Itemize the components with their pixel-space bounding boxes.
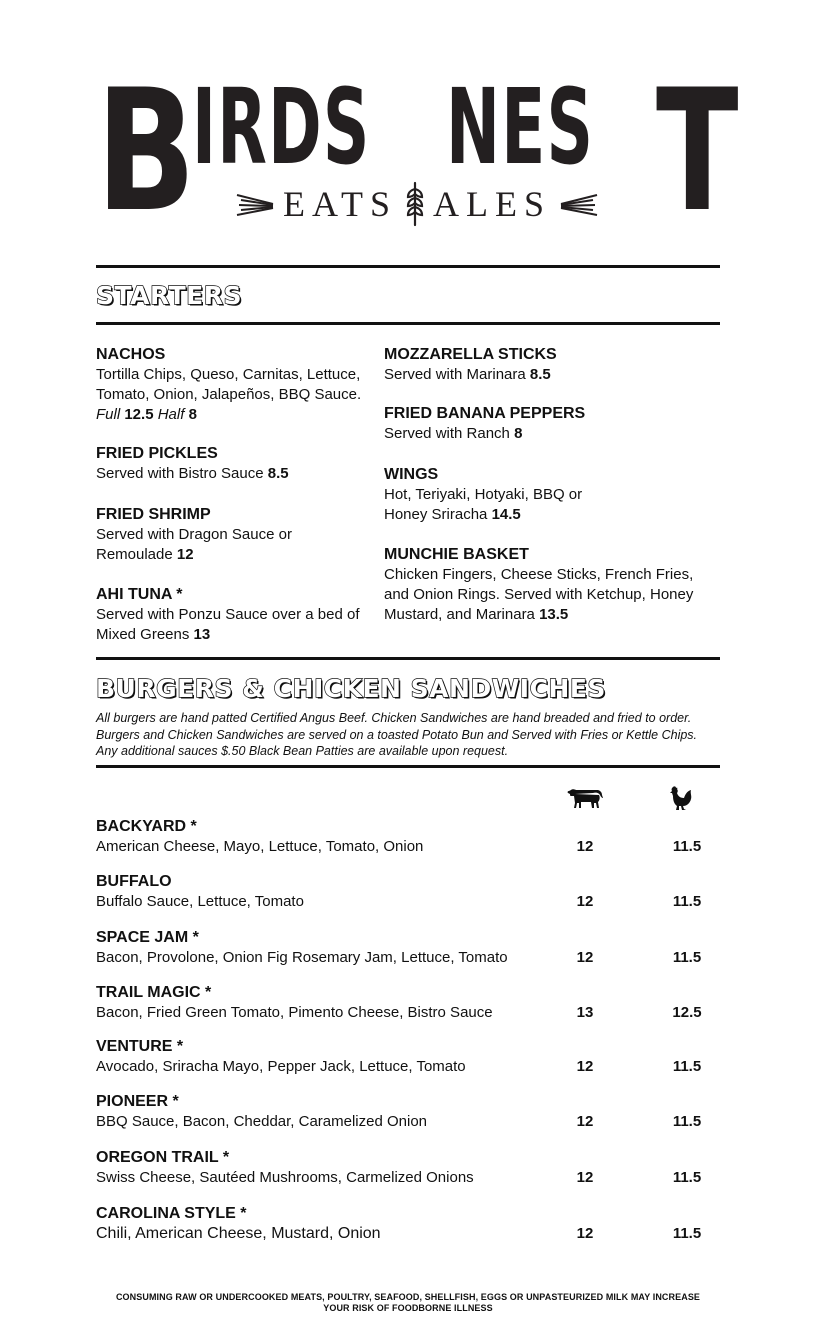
half-label: Half (157, 406, 185, 423)
logo-word-nest: NES (446, 66, 595, 188)
burger-name: OREGON TRAIL * (96, 1149, 230, 1166)
item-description: Hot, Teriyaki, Hotyaki, BBQ or Honey Sriracha 14.5 (384, 486, 583, 523)
logo (96, 53, 739, 249)
burgers-title: BURGERS & CHICKEN SANDWICHES (96, 674, 606, 703)
burger-description: Buffalo Sauce, Lettuce, Tomato (96, 893, 304, 910)
item-description: Served with Marinara 8.5 (384, 366, 551, 383)
right-wing-icon (557, 191, 601, 217)
item-name: FRIED BANANA PEPPERS (384, 405, 586, 422)
burger-row (96, 983, 720, 1023)
full-label: Full (96, 406, 121, 423)
chicken-price: 11.5 (672, 1113, 702, 1130)
menu-item (384, 404, 714, 444)
item-price: 12 (176, 546, 194, 563)
item-name: MOZZARELLA STICKS (384, 346, 557, 363)
logo-letter-b: B (96, 53, 196, 249)
item-description: Chicken Fingers, Cheese Sticks, French Fries, and Onion Rings. Served with Ketchup, Honey Mustard, and Marinara 13.5 (384, 566, 694, 623)
item-description: Served with Dragon Sauce or Remoulade 12 (96, 526, 292, 563)
menu-item (384, 345, 714, 385)
item-description: Tortilla Chips, Queso, Carnitas, Lettuce, Tomato, Onion, Jalapeños, BBQ Sauce. Full 12.5 Half 8 (96, 366, 362, 423)
item-description: Served with Bistro Sauce 8.5 (96, 465, 289, 482)
menu-item (384, 545, 720, 625)
logo-eats: EATS (282, 184, 397, 224)
burger-description: BBQ Sauce, Bacon, Cheddar, Caramelized Onion (96, 1113, 428, 1130)
divider-rule (96, 322, 720, 325)
logo-ales: ALES (433, 184, 551, 224)
burger-description: Chili, American Cheese, Mustard, Onion (96, 1225, 381, 1242)
logo-word-irds: IRDS (192, 66, 371, 188)
burgers-intro: All burgers are hand patted Certified Angus Beef. Chicken Sandwiches are hand breaded and fried to order. Burgers and Chicken Sandwiches are served on a toasted Potato Bun and Served with Fries or Kettle Chips. Any additional sauces $.50 Black Bean Patties are available upon request. (96, 711, 698, 758)
menu-item (384, 465, 616, 525)
burger-row (96, 1148, 720, 1188)
item-name: WINGS (384, 466, 439, 483)
burger-row (96, 1037, 720, 1077)
item-price: 13.5 (539, 606, 569, 623)
burger-description: American Cheese, Mayo, Lettuce, Tomato, Onion (96, 838, 424, 855)
burger-row (96, 1092, 720, 1132)
item-name: AHI TUNA * (96, 586, 183, 603)
item-description: Served with Ponzu Sauce over a bed of Mixed Greens 13 (96, 606, 360, 643)
cow-icon (566, 786, 604, 810)
burger-name: CAROLINA STYLE * (96, 1205, 247, 1222)
beef-price: 12 (576, 949, 594, 966)
item-price: 8.5 (529, 366, 551, 383)
item-price: 8 (188, 406, 197, 423)
item-name: FRIED PICKLES (96, 445, 218, 462)
burger-name: TRAIL MAGIC * (96, 984, 212, 1001)
item-name: MUNCHIE BASKET (384, 546, 529, 563)
item-price: 12.5 (124, 406, 154, 423)
chicken-price: 11.5 (672, 949, 702, 966)
item-price: 13 (193, 626, 211, 643)
menu-item (96, 345, 371, 425)
burger-description: Swiss Cheese, Sautéed Mushrooms, Carmelized Onions (96, 1169, 474, 1186)
chicken-price: 11.5 (672, 893, 702, 910)
chicken-price: 11.5 (672, 1225, 702, 1242)
beef-price: 12 (576, 1169, 594, 1186)
logo-letter-t: T (656, 53, 739, 249)
burger-name: PIONEER * (96, 1093, 179, 1110)
beef-price: 12 (576, 1225, 594, 1242)
divider-rule (96, 657, 720, 660)
item-price: 8 (514, 425, 523, 442)
item-name: NACHOS (96, 346, 166, 363)
wheat-icon (403, 181, 427, 227)
burger-description: Bacon, Provolone, Onion Fig Rosemary Jam, Lettuce, Tomato (96, 949, 508, 966)
item-description: Served with Ranch 8 (384, 425, 523, 442)
beef-price: 12 (576, 893, 594, 910)
burger-description: Bacon, Fried Green Tomato, Pimento Cheese, Bistro Sauce (96, 1004, 493, 1021)
item-name: FRIED SHRIMP (96, 506, 211, 523)
chicken-price: 12.5 (672, 1004, 702, 1021)
burger-row (96, 1204, 720, 1244)
divider-rule (96, 265, 720, 268)
menu-item (96, 444, 376, 484)
burger-name: VENTURE * (96, 1038, 184, 1055)
left-wing-icon (233, 191, 277, 217)
chicken-price: 11.5 (672, 838, 702, 855)
beef-price: 12 (576, 1058, 594, 1075)
burger-description: Avocado, Sriracha Mayo, Pepper Jack, Lettuce, Tomato (96, 1058, 466, 1075)
burger-row (96, 928, 720, 968)
chicken-icon (667, 784, 695, 812)
beef-price: 13 (576, 1004, 594, 1021)
chicken-price: 11.5 (672, 1058, 702, 1075)
disclaimer-line: CONSUMING RAW OR UNDERCOOKED MEATS, POULTRY, SEAFOOD, SHELLFISH, EGGS OR UNPASTEURIZED MILK MAY INCREASE (115, 1292, 701, 1302)
burger-row (96, 817, 720, 857)
logo-tagline (202, 184, 632, 224)
starters-title: STARTERS (96, 281, 242, 310)
burger-name: BUFFALO (96, 873, 172, 890)
menu-item (96, 505, 361, 565)
beef-price: 12 (576, 838, 594, 855)
chicken-price: 11.5 (672, 1169, 702, 1186)
item-price: 14.5 (491, 506, 521, 523)
burger-name: BACKYARD * (96, 818, 197, 835)
disclaimer (96, 1292, 720, 1314)
item-price: 8.5 (267, 465, 289, 482)
burger-row (96, 872, 720, 912)
burger-name: SPACE JAM * (96, 929, 199, 946)
beef-price: 12 (576, 1113, 594, 1130)
menu-item (96, 585, 371, 645)
divider-rule (96, 765, 720, 768)
disclaimer-line: YOUR RISK OF FOODBORNE ILLNESS (323, 1303, 493, 1313)
